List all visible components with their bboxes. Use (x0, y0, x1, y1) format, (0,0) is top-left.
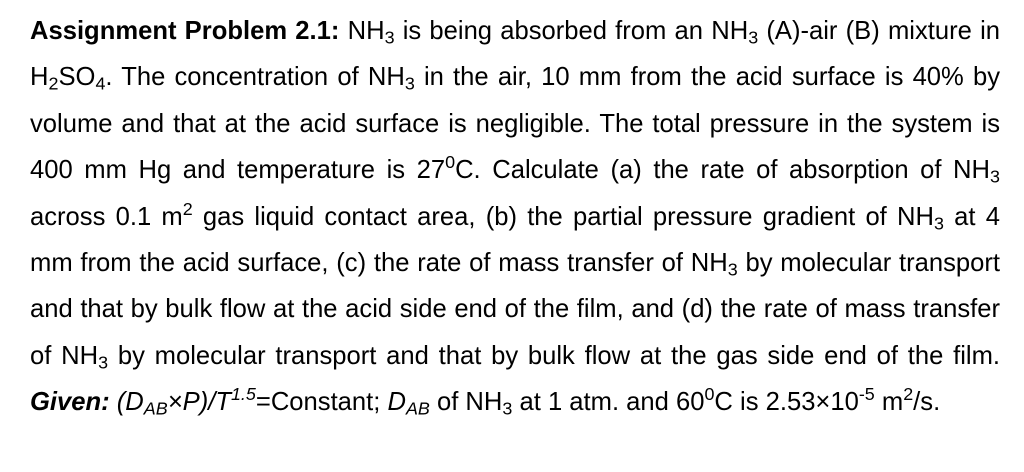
text-run: at 1 atm. and 60 (512, 388, 705, 417)
text-run: across 0.1 m (30, 202, 183, 231)
text-run: NH (339, 17, 385, 45)
formula-run: (D (109, 388, 144, 417)
subscript: 3 (98, 352, 109, 373)
text-run: m (874, 388, 904, 417)
subscript: 2 (48, 73, 59, 94)
text-run: C. Calculate (a) the rate of absorption of NH (455, 156, 991, 185)
subscript: 3 (502, 398, 513, 419)
formula-superscript: 1.5 (230, 384, 256, 405)
given-label: Given: (30, 388, 110, 417)
text-run: is being absorbed from an NH (394, 17, 749, 45)
superscript: 0 (704, 384, 715, 405)
text-run: at 4 mm from the acid surface, (c) the rate of mass transfer of NH (30, 202, 1000, 278)
problem-text (30, 8, 1000, 426)
text-run: . The concentration of NH (105, 63, 405, 92)
superscript: 0 (445, 152, 456, 173)
formula-run: D (387, 388, 406, 417)
text-run: of NH (429, 388, 503, 417)
subscript: 3 (384, 27, 395, 48)
formula-subscript: AB (405, 398, 430, 419)
text-run: /s. (913, 388, 941, 417)
text-run: by molecular transport and that by bulk flow at the gas side end of the film. (108, 341, 1000, 370)
text-run: =Constant; (255, 388, 388, 417)
subscript: 3 (933, 213, 944, 234)
text-run: (A)-air (B) mixture in H (30, 17, 1001, 92)
text-run: in the air, 10 mm from the acid surface is 40% by volume and that at the acid surface is negligible. The total pressure in the system is 400 mm Hg and temperature is 27 (30, 63, 1000, 185)
subscript: 3 (748, 27, 759, 48)
subscript: 3 (727, 259, 738, 280)
superscript: 2 (903, 384, 914, 405)
subscript: 4 (95, 73, 106, 94)
superscript: -5 (858, 384, 875, 405)
subscript: 3 (990, 166, 1000, 187)
formula-subscript: AB (143, 398, 168, 419)
text-run: gas liquid contact area, (b) the partial pressure gradient of NH (192, 202, 934, 231)
formula-run: ×P)/T (167, 388, 231, 417)
text-run: by molecular transport and that by bulk flow at the acid side end of the film, and (d) the rate of mass transfer of NH (30, 249, 1000, 370)
text-run: C is 2.53×10 (714, 388, 859, 417)
text-run: SO (58, 63, 96, 92)
problem-heading: Assignment Problem 2.1: (30, 17, 340, 45)
superscript: 2 (182, 198, 193, 219)
subscript: 3 (404, 73, 415, 94)
